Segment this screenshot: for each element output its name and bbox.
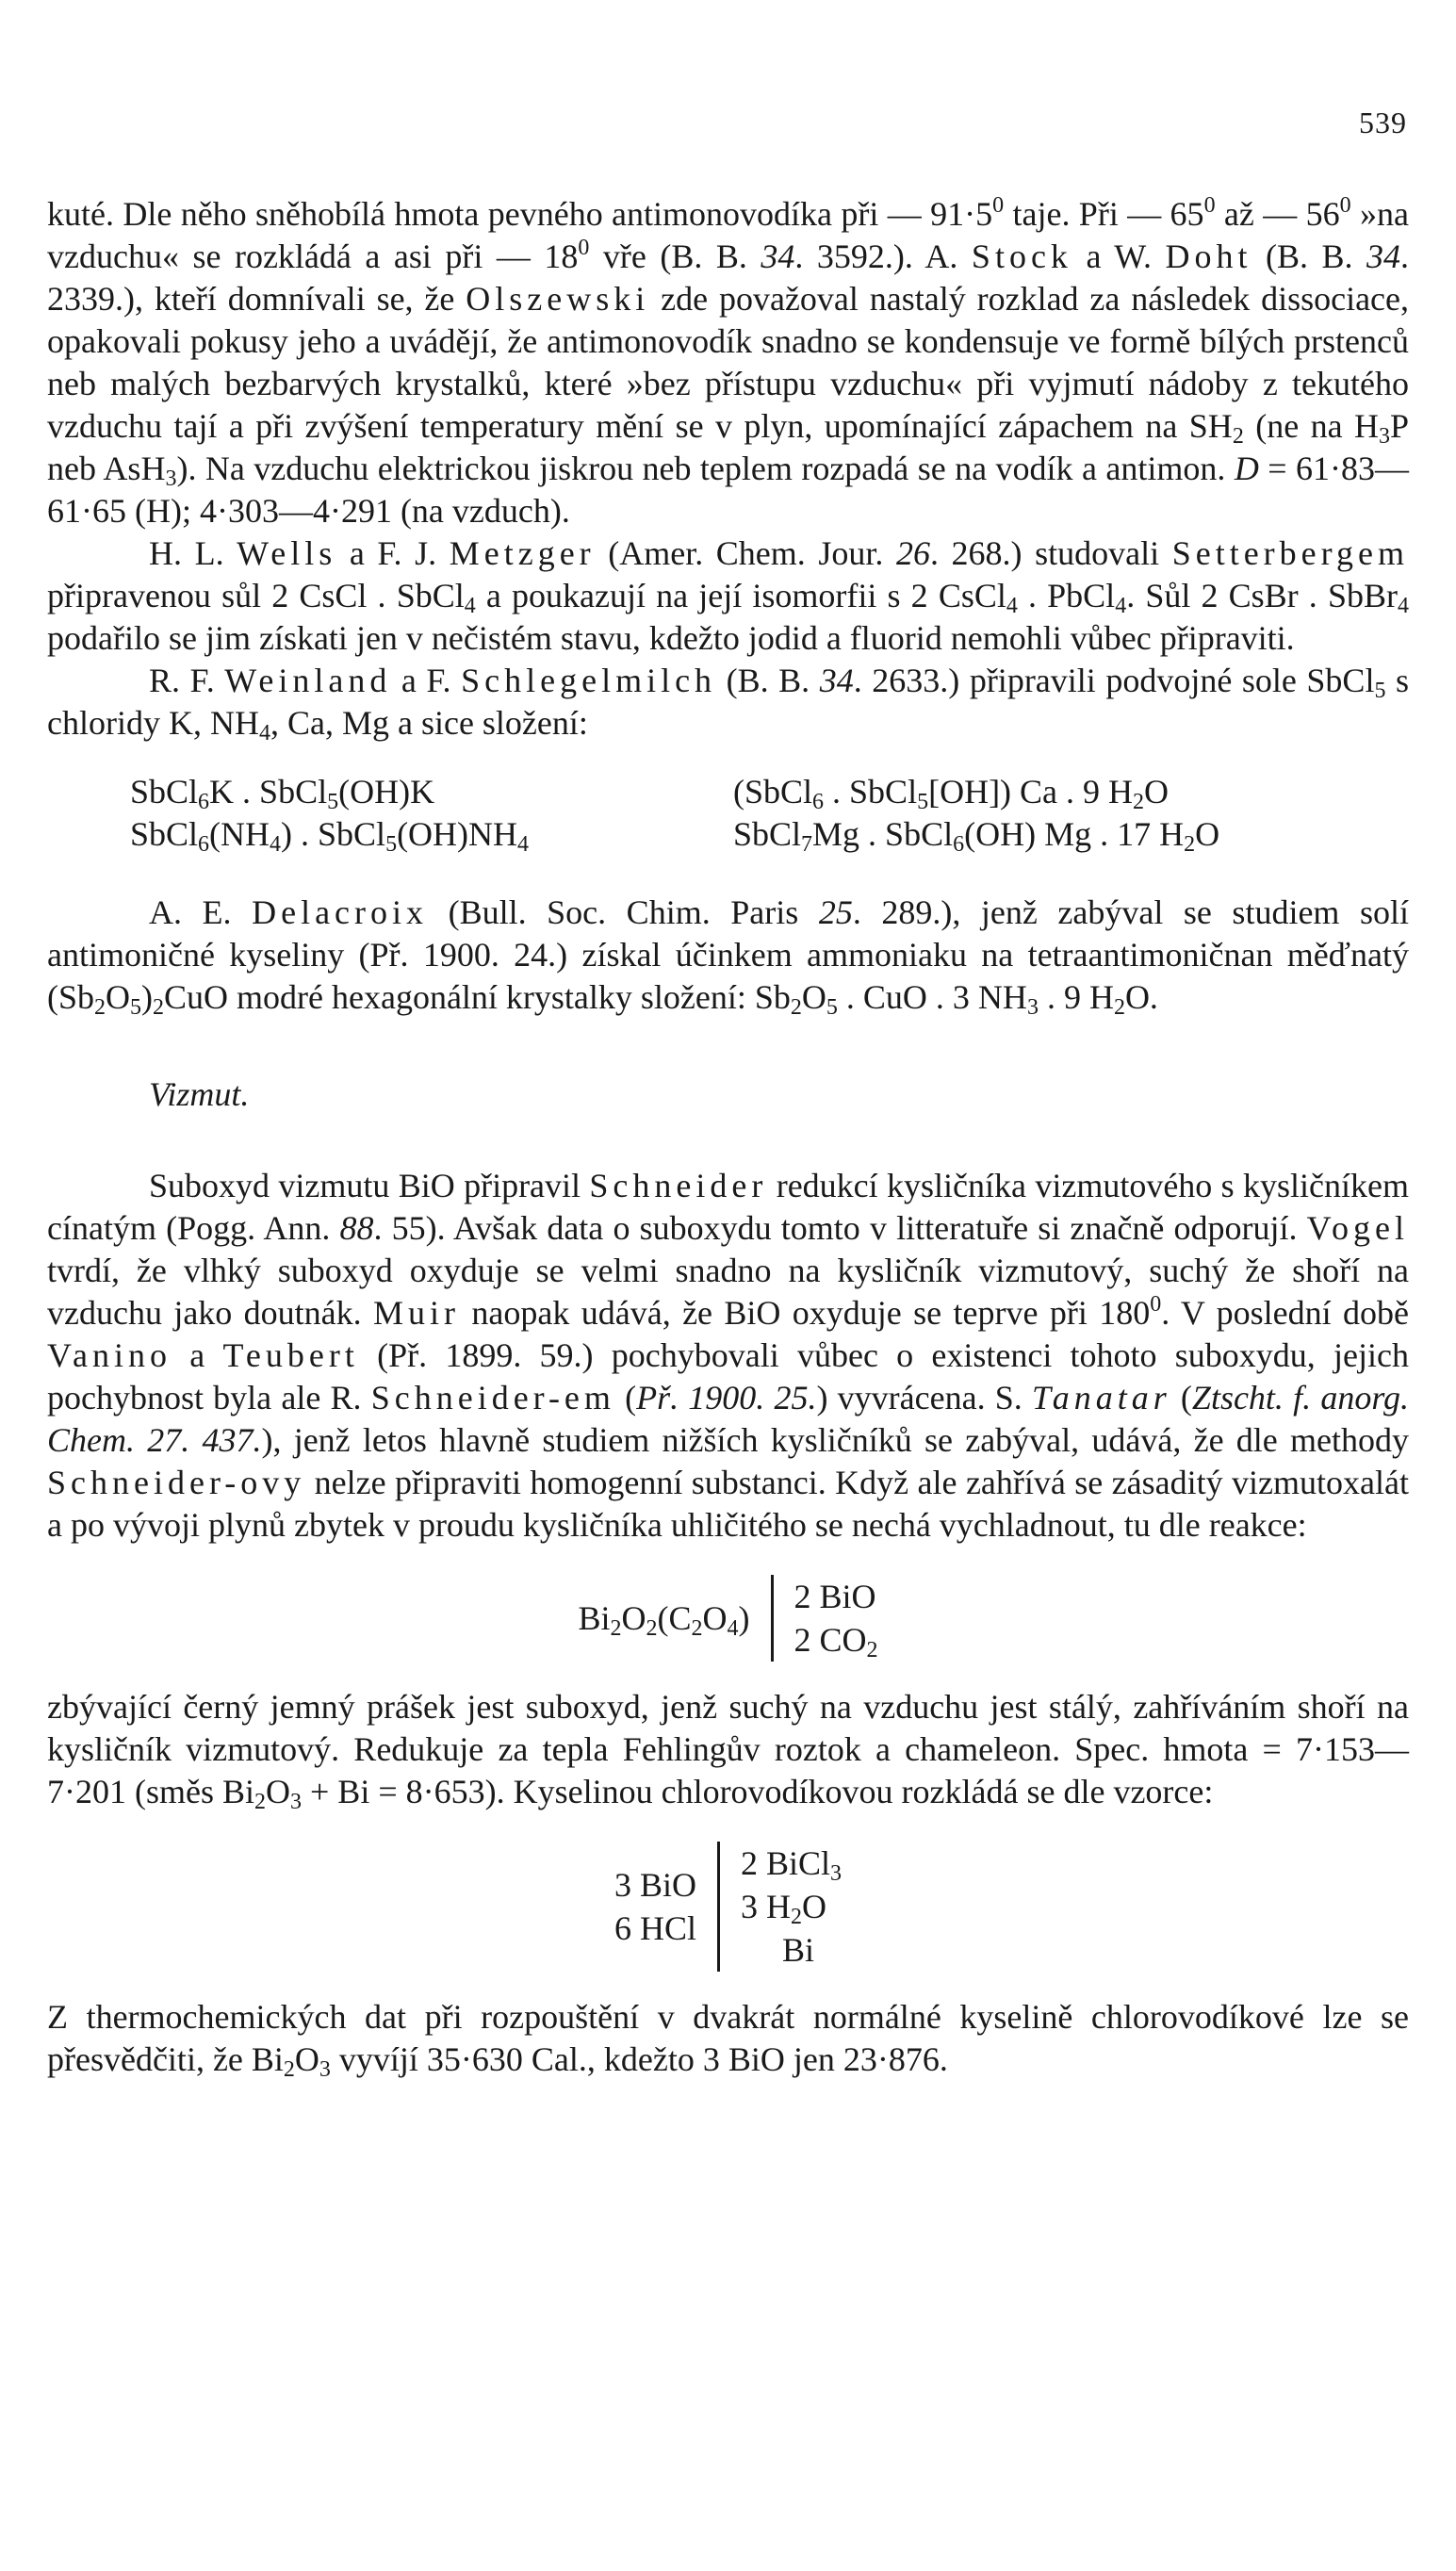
reaction-oxalate: [47, 1575, 1409, 1662]
subscript: 5: [130, 995, 142, 1020]
formula-2: [733, 771, 1393, 813]
subscript: 4: [1006, 594, 1018, 618]
subscript: 2: [283, 2057, 295, 2082]
text: CuO modré hexagonální krystalky složení: Sb: [164, 978, 791, 1016]
text: (: [1170, 1379, 1192, 1417]
text: SbCl: [130, 773, 199, 811]
subscript: 2: [610, 1615, 622, 1641]
text: a poukazují na její isomorfii s 2 CsCl: [475, 577, 1006, 614]
citation: Ztscht. f. anorg. Chem. 27. 437.: [47, 1379, 1409, 1459]
author-name: Tanatar: [1032, 1379, 1171, 1417]
subscript: 7: [801, 832, 813, 857]
author-name: Schneider: [589, 1167, 768, 1204]
text: SbCl: [733, 815, 802, 853]
text: a W.: [1072, 237, 1166, 275]
author-name: Schneider-em: [370, 1379, 615, 1417]
paragraph-thermochemistry: [47, 1996, 1409, 2081]
volume-number: 25: [818, 893, 853, 931]
text: O: [621, 1598, 646, 1637]
text: O: [702, 1598, 728, 1637]
text: ) vyvrácena. S.: [816, 1379, 1032, 1417]
paragraph-delacroix: [47, 892, 1409, 1019]
text: (Př. 1899. 59.) pochybovali vůbec o existenci tohoto suboxydu, jejich pochybnost byla ale R.: [47, 1336, 1409, 1417]
subscript: 2: [1184, 832, 1196, 857]
reaction-hcl: [47, 1842, 1409, 1972]
subscript: 3: [1026, 995, 1039, 1020]
author-name: Wells: [237, 534, 337, 572]
text: kuté. Dle něho sněhobílá hmota pevného antimonovodíka při — 91·5: [47, 195, 993, 233]
text: O: [801, 978, 826, 1016]
text: (NH: [209, 815, 270, 853]
author-name: Stock: [971, 237, 1072, 275]
text: vyvíjí 35·630 Cal., kdežto 3 BiO jen 23·876.: [330, 2040, 948, 2078]
text: . SbCl: [824, 773, 918, 811]
subscript: 4: [1115, 594, 1127, 618]
text: 2 BiCl: [740, 1844, 831, 1882]
text: O: [294, 2040, 319, 2078]
text: (OH) Mg . 17 H: [964, 815, 1185, 853]
subscript: 4: [258, 721, 270, 745]
text: A. E.: [149, 893, 253, 931]
subscript: 5: [327, 790, 339, 814]
text: ) . SbCl: [281, 815, 386, 853]
volume-number: 88: [339, 1209, 374, 1247]
text: O: [266, 1773, 290, 1810]
paragraph-suboxide: [47, 1165, 1409, 1547]
degree: 0: [1203, 193, 1216, 218]
text: zbývající černý jemný prášek jest suboxyd, jenž suchý na vzduchu jest stálý, zahříváním shoří na kysličník vizmutový. Redukuje za tepla Fehlingův roztok a chameleon. Spec. hmota = 7·153—7·201 (směs Bi: [47, 1688, 1409, 1810]
text: O: [106, 978, 131, 1016]
text: (Amer. Chem. Jour.: [595, 534, 896, 572]
text: K . SbCl: [209, 773, 328, 811]
subscript: 2: [94, 995, 106, 1020]
formula-1: [130, 771, 733, 813]
author-name: Delacroix: [252, 893, 429, 931]
subscript: 5: [385, 832, 398, 857]
text: SbCl: [130, 815, 199, 853]
text: (Bull. Soc. Chim. Paris: [428, 893, 819, 931]
text: ): [141, 978, 154, 1016]
text: . 2339.), kteří domnívali se, že: [47, 237, 1409, 318]
author-name: Teubert: [222, 1336, 359, 1374]
text: (B. B.: [1252, 237, 1366, 275]
text: Z thermochemických dat při rozpouštění v dvakrát normálné kyselině chlorovodíkové lze se přesvědčiti, že Bi: [47, 1998, 1409, 2078]
subscript: 5: [826, 995, 838, 1020]
text: P neb AsH: [47, 407, 1409, 487]
reaction-lhs: [614, 1863, 717, 1950]
product: [741, 1928, 842, 1972]
subscript: 3: [1378, 424, 1390, 449]
subscript: 4: [517, 832, 530, 857]
text: . V poslední době: [1161, 1294, 1409, 1332]
text: Bi: [781, 1931, 814, 1969]
subscript: 6: [198, 790, 210, 814]
subscript: 2: [1113, 995, 1125, 1020]
author-name: Schneider-ovy: [47, 1464, 306, 1501]
text: Suboxyd vizmutu BiO připravil: [149, 1167, 590, 1204]
subscript: 4: [270, 832, 282, 857]
text: (B. B.: [716, 662, 820, 699]
text: (OH)K: [338, 773, 435, 811]
text: , Ca, Mg a sice složení:: [270, 704, 588, 742]
text: . CuO . 3 NH: [837, 978, 1027, 1016]
paragraph-weinland: [47, 660, 1409, 745]
product: [741, 1842, 842, 1885]
text: vře (B. B.: [589, 237, 761, 275]
text: O: [1144, 773, 1170, 811]
subscript: 2: [1133, 790, 1145, 814]
text: redukcí kysličníka vizmutového s kysličníkem cínatým (Pogg. Ann.: [47, 1167, 1409, 1247]
text: »na vzduchu« se rozkládá a asi při — 18: [47, 195, 1409, 275]
subscript: 2: [866, 1638, 878, 1662]
text: s chloridy K, NH: [47, 662, 1410, 742]
text: Bi: [578, 1598, 611, 1637]
reactant: 6 HCl: [613, 1909, 696, 1947]
text: 2 CO: [793, 1621, 867, 1659]
subscript: 3: [165, 467, 177, 491]
text: . PbCl: [1017, 577, 1116, 614]
degree: 0: [992, 193, 1005, 218]
density-symbol: D: [1234, 450, 1259, 487]
section-title-vizmut: Vizmut.: [149, 1075, 250, 1113]
product: [794, 1618, 878, 1662]
text: = 61·83—61·65 (H); 4·303—4·291 (na vzduch).: [47, 450, 1410, 530]
subscript: 6: [812, 790, 825, 814]
author-name: Metzger: [449, 534, 596, 572]
subscript: 3: [319, 2057, 331, 2082]
paragraph-properties: [47, 1686, 1409, 1813]
page-body: [47, 193, 1409, 2081]
text: . Sůl 2 CsBr . SbBr: [1126, 577, 1398, 614]
degree: 0: [1339, 193, 1351, 218]
reaction-rhs: [771, 1575, 878, 1662]
author-name: Doht: [1165, 237, 1252, 275]
subscript: 2: [691, 1615, 703, 1641]
subscript: 2: [254, 1790, 266, 1814]
text: + Bi = 8·653). Kyselinou chlorovodíkovou rozkládá se dle vzorce:: [302, 1773, 1214, 1810]
subscript: 4: [727, 1615, 739, 1641]
subscript: 4: [1397, 594, 1409, 618]
degree: 0: [1150, 1292, 1162, 1317]
text: O: [801, 1888, 826, 1925]
text: (: [614, 1379, 637, 1417]
product: [794, 1575, 878, 1618]
text: . 2633.) připravili podvojné sole SbCl: [853, 662, 1375, 699]
author-name: Vogel: [1306, 1209, 1409, 1247]
text: 2 BiO: [793, 1578, 876, 1615]
paragraph-wells-metzger: [47, 532, 1409, 660]
formula-4: [733, 813, 1393, 856]
degree: 0: [578, 236, 590, 260]
text: Mg . SbCl: [812, 815, 954, 853]
author-name: Weinland: [224, 662, 392, 699]
text: tvrdí, že vlhký suboxyd oxyduje se velmi snadno na kysličník vizmutový, suchý že shoří na vzduchu jako doutnák.: [47, 1252, 1409, 1332]
text: a F. J.: [336, 534, 450, 572]
text: . 3592.). A.: [794, 237, 972, 275]
subscript: 2: [153, 995, 165, 1020]
text: . 268.) studovali: [929, 534, 1172, 572]
page-number: 539: [1359, 106, 1407, 139]
text: . 55). Avšak data o suboxydu tomto v litteratuře si značně odporují.: [373, 1209, 1307, 1247]
volume-number: 26: [895, 534, 930, 572]
text: zde považoval nastalý rozklad za následek dissociace, opakovali pokusy jeho a uvádějí, že antimonovodík snadno se kondensuje ve formě bílých prstenců neb malých bezbarvých krystalků, které »bez přístupu vzduchu« při vyjmutí nádoby z tekutého vzduchu tají a při zvýšení temperatury mění se v plyn, upomínající zápachem na SH: [47, 280, 1410, 445]
text: R. F.: [149, 662, 225, 699]
author-name: Olszewski: [466, 280, 650, 318]
text: a F.: [391, 662, 462, 699]
text: O.: [1124, 978, 1158, 1016]
subscript: 5: [917, 790, 929, 814]
subscript: 5: [1374, 679, 1386, 703]
text: naopak udává, že BiO oxyduje se teprve při 180: [460, 1294, 1151, 1332]
text: [OH]) Ca . 9 H: [928, 773, 1134, 811]
text: podařilo se jim získati jen v nečistém stavu, kdežto jodid a fluorid nemohli vůbec připraviti.: [47, 619, 1295, 657]
text: ), jenž letos hlavně studiem nižších kysličníků se zabýval, udává, že dle methody: [261, 1421, 1409, 1459]
subscript: 2: [1232, 424, 1244, 449]
text: připravenou sůl 2 CsCl . SbCl: [47, 577, 465, 614]
double-salt-formulas: [130, 771, 1409, 856]
reaction-rhs: [717, 1842, 842, 1972]
volume-number: 34: [761, 237, 795, 275]
author-name: Muir: [373, 1294, 461, 1332]
subscript: 2: [790, 1905, 802, 1929]
text: (ne na H: [1243, 407, 1379, 445]
subscript: 2: [790, 995, 802, 1020]
text: H. L.: [149, 534, 237, 572]
text: ): [738, 1598, 750, 1637]
author-name: Setterbergem: [1171, 534, 1409, 572]
product: [741, 1885, 842, 1928]
text: 3 H: [740, 1888, 791, 1925]
text: až — 56: [1215, 195, 1340, 233]
subscript: 4: [464, 594, 476, 618]
volume-number: 34: [1366, 237, 1400, 275]
text: ). Na vzduchu elektrickou jiskrou neb teplem rozpadá se na vodík a antimon.: [176, 450, 1235, 487]
text: O: [1195, 815, 1220, 853]
subscript: 2: [646, 1615, 658, 1641]
text: (SbCl: [733, 773, 813, 811]
author-name: Vanino: [47, 1336, 172, 1374]
reactant: 3 BiO: [613, 1866, 696, 1904]
text: . 289.), jenž zabýval se studiem solí antimoničné kyseliny (Př. 1900. 24.) získal účinkem ammoniaku na tetraantimoničnan měďnatý (Sb: [47, 893, 1409, 1016]
volume-number: 34: [819, 662, 854, 699]
text: a: [172, 1336, 223, 1374]
reaction-lhs: [578, 1597, 770, 1640]
subscript: 3: [290, 1790, 302, 1814]
paragraph-stibine: [47, 193, 1409, 532]
author-name: Schlegelmilch: [461, 662, 717, 699]
formula-3: [130, 813, 733, 856]
text: nelze připraviti homogenní substanci. Když ale zahřívá se zásaditý vizmutoxalát a po vývoji plynů zbytek v proudu kysličníka uhličitého se nechá vychladnout, tu dle reakce:: [47, 1464, 1409, 1544]
text: (C: [657, 1598, 692, 1637]
text: (OH)NH: [397, 815, 518, 853]
subscript: 6: [953, 832, 965, 857]
subscript: 6: [198, 832, 210, 857]
subscript: 3: [830, 1861, 843, 1886]
text: . 9 H: [1038, 978, 1114, 1016]
citation: Př. 1900. 25.: [636, 1379, 817, 1417]
text: taje. Při — 65: [1004, 195, 1204, 233]
